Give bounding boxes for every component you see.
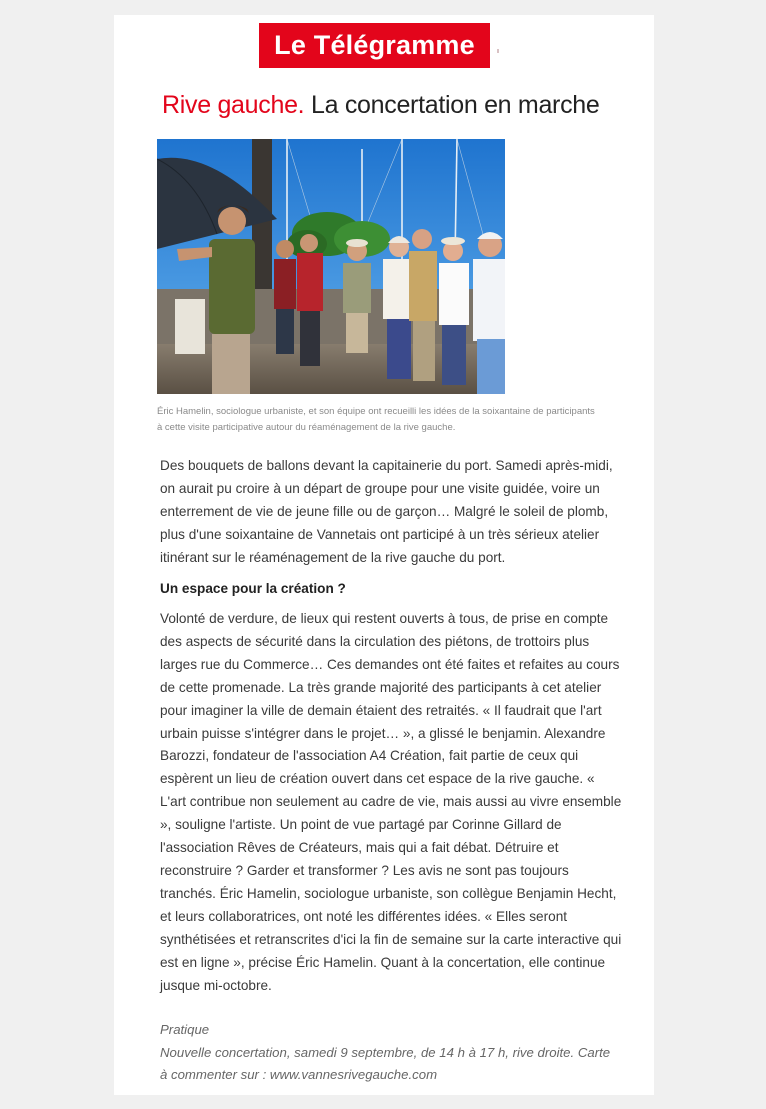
pratique-label: Pratique xyxy=(160,1022,210,1037)
article-body xyxy=(160,608,622,997)
intro-paragraph: Des bouquets de ballons devant la capitainerie du port. Samedi après-midi, on aurait pu croire à un départ de groupe pour une visite guidée, voire un enterrement de vie de jeune fille ou de garçon… Malgré le soleil de plomb, plus d'une soixantaine de Vannetais ont participé à un très sérieux atelier itinérant sur le réaménagement de la rive gauche du port. xyxy=(160,458,613,565)
headline-title: La concertation en marche xyxy=(310,91,600,119)
logo-text: Le Télégramme xyxy=(274,30,475,60)
body-paragraph: Volonté de verdure, de lieux qui restent ouverts à tous, de prise en compte des aspects de sécurité dans la circulation des piétons, de trottoirs plus larges rue du Commerce… Ces demandes ont été faites et refaites au cours de cette promenade. La très grande majorité des participants à cet atelier pour imaginer la ville de demain étaient des retraités. « Il faudrait que l'art urbain puisse s'intégrer dans le projet… », a glissé le benjamin. Alexandre Barozzi, fondateur de l'association A4 Création, fait partie de ceux qui espèrent un lieu de création ouvert dans cet espace de la rive gauche. « L'art contribue non seulement au cadre de vie, mais aussi au vivre ensemble », souligne l'artiste. Un point de vue partagé par Corinne Gillard de l'association Rêves de Créateurs, mais qui a fait débat. Détruire et reconstruire ? Garder et transformer ? Les avis ne sont pas toujours tranchés. Éric Hamelin, sociologue urbaniste, son collègue Benjamin Hecht, et leurs collaboratrices, ont noté les différentes idées. « Elles seront synthétisées et retranscrites d'ici la fin de semaine sur la carte interactive qui est en ligne », précise Éric Hamelin. Quant à la concertation, elle continue jusque mi-octobre. xyxy=(160,611,622,993)
photo-illustration xyxy=(157,139,505,394)
pratique-line-2: à commenter sur : www.vannesrivegauche.com xyxy=(160,1067,438,1082)
photo-caption: Éric Hamelin, sociologue urbaniste, et son équipe ont recueilli les idées de la soixantaine de participants à cette visite participative autour du réaménagement de la rive gauche. xyxy=(157,406,595,433)
newspaper-logo[interactable] xyxy=(259,23,490,68)
logo-mark xyxy=(497,49,499,53)
article-page xyxy=(114,15,654,1095)
article-headline xyxy=(162,91,600,120)
article-intro xyxy=(160,455,622,570)
pratique-box xyxy=(160,1019,622,1087)
article-photo xyxy=(157,139,505,394)
section-subhead: Un espace pour la création ? xyxy=(160,581,346,596)
headline-kicker: Rive gauche. xyxy=(162,91,305,119)
pratique-line-1: Nouvelle concertation, samedi 9 septembre, de 14 h à 17 h, rive droite. Carte xyxy=(160,1044,611,1060)
